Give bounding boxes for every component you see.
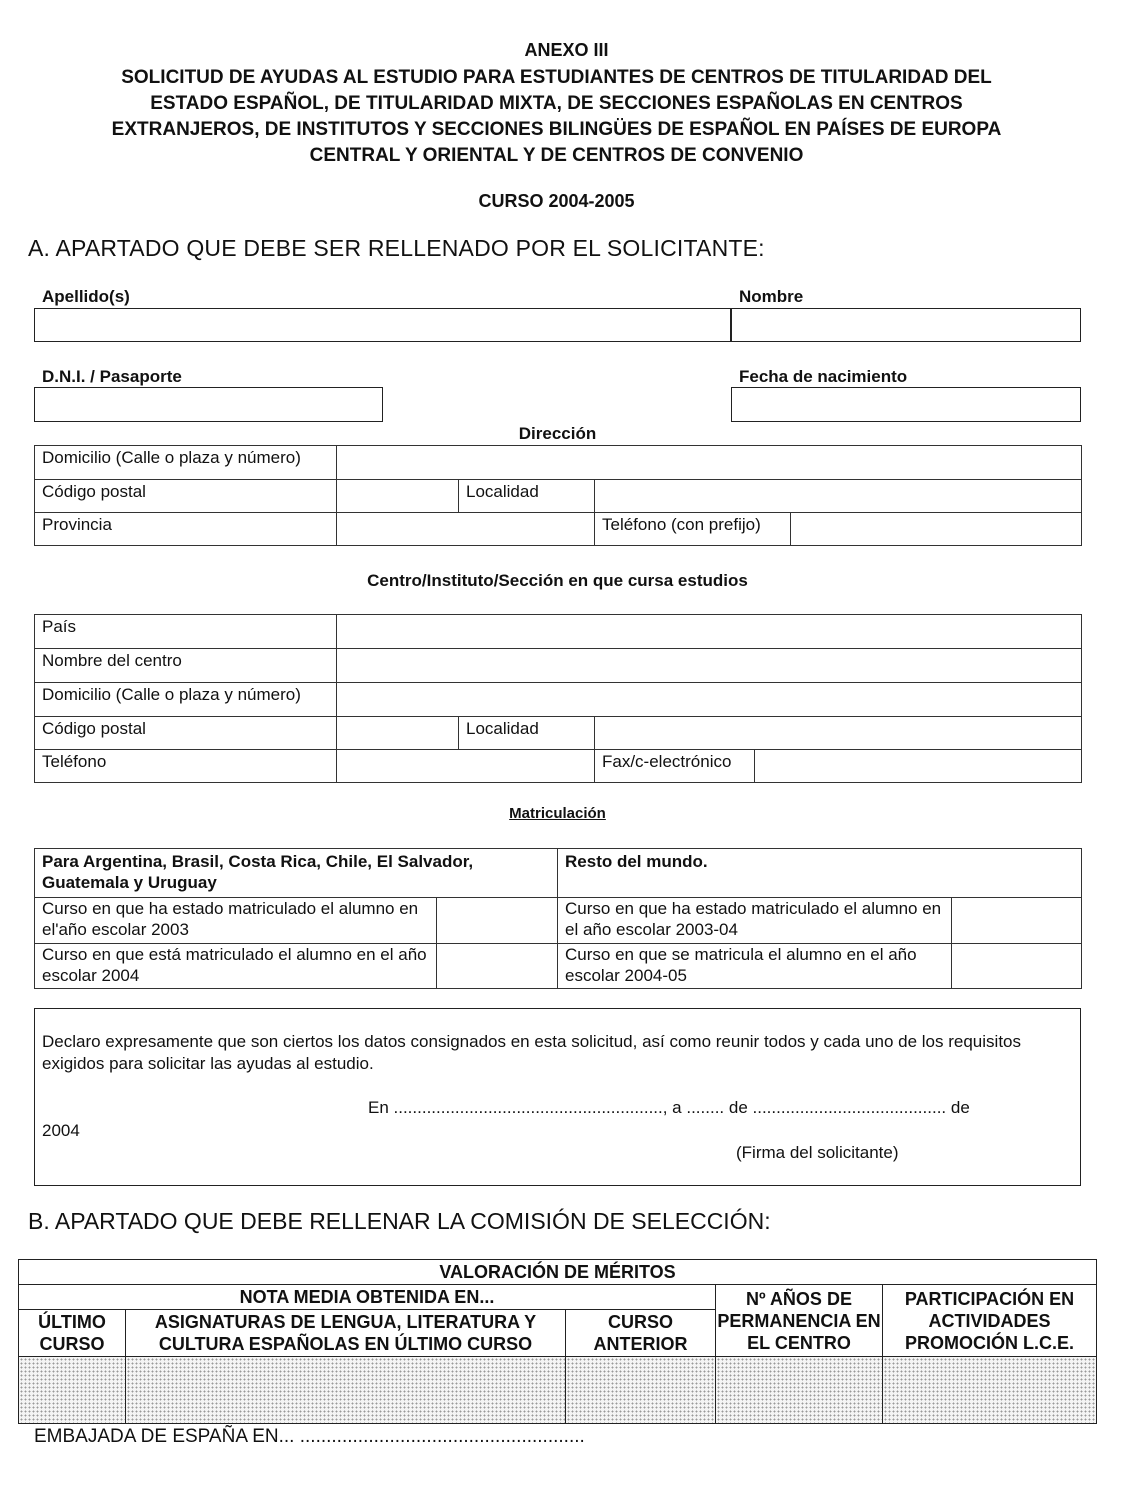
postal-code-label: Código postal xyxy=(35,480,337,513)
merits-table xyxy=(18,1259,1097,1424)
last-course-column-header: ÚLTIMO CURSO xyxy=(19,1310,126,1357)
annex-label: ANEXO III xyxy=(524,40,609,60)
activities-cell[interactable] xyxy=(883,1357,1097,1424)
locality-label: Localidad xyxy=(459,480,595,513)
enrollment-right-row1-label: Curso en que ha estado matriculado el alumno en el año escolar 2003-04 xyxy=(558,898,952,944)
average-grade-group: NOTA MEDIA OBTENIDA EN... xyxy=(19,1285,716,1310)
center-postal-code-label: Código postal xyxy=(35,717,337,750)
enrollment-left-header: Para Argentina, Brasil, Costa Rica, Chile, El Salvador, Guatemala y Uruguay xyxy=(35,849,558,898)
birth-date-field[interactable] xyxy=(731,387,1081,422)
title-line: CENTRAL Y ORIENTAL Y DE CENTROS DE CONVENIO xyxy=(309,145,804,166)
address-title: Dirección xyxy=(518,424,597,443)
province-field[interactable] xyxy=(337,513,595,546)
activities-column-header: PARTICIPACIÓN EN ACTIVIDADES PROMOCIÓN L.C.E. xyxy=(883,1285,1097,1357)
years-cell[interactable] xyxy=(716,1357,883,1424)
enrollment-left-row1-field[interactable] xyxy=(437,898,558,944)
surname-field[interactable] xyxy=(34,308,731,342)
birth-date-label: Fecha de nacimiento xyxy=(739,367,908,386)
declaration-place-date[interactable]: En ........................................................., a ........ de ......................................... de xyxy=(368,1098,970,1117)
name-field[interactable] xyxy=(731,308,1081,342)
enrollment-left-row2-field[interactable] xyxy=(437,944,558,989)
street-label: Domicilio (Calle o plaza y número) xyxy=(35,446,337,480)
center-name-label: Nombre del centro xyxy=(35,649,337,683)
form-title xyxy=(0,65,1113,169)
center-country-label: País xyxy=(35,615,337,649)
subjects-cell[interactable] xyxy=(126,1357,566,1424)
locality-field[interactable] xyxy=(595,480,1082,513)
embassy-line[interactable]: EMBAJADA DE ESPAÑA EN... ...................................................... xyxy=(34,1426,585,1447)
previous-course-cell[interactable] xyxy=(566,1357,716,1424)
phone-label: Teléfono (con prefijo) xyxy=(595,513,791,546)
surname-label: Apellido(s) xyxy=(42,287,130,306)
enrollment-right-row1-field[interactable] xyxy=(952,898,1082,944)
section-b-heading: B. APARTADO QUE DEBE RELLENAR LA COMISIÓN DE SELECCIÓN: xyxy=(28,1208,771,1234)
enrollment-right-row2-field[interactable] xyxy=(952,944,1082,989)
center-phone-label: Teléfono xyxy=(35,750,337,783)
enrollment-table xyxy=(34,848,1082,989)
last-course-cell[interactable] xyxy=(19,1357,126,1424)
center-locality-label: Localidad xyxy=(459,717,595,750)
center-phone-field[interactable] xyxy=(337,750,595,783)
course-label: CURSO 2004-2005 xyxy=(478,191,635,211)
center-name-field[interactable] xyxy=(337,649,1082,683)
enrollment-left-row2-label: Curso en que está matriculado el alumno en el año escolar 2004 xyxy=(35,944,437,989)
name-label: Nombre xyxy=(739,287,804,306)
previous-course-column-header: CURSO ANTERIOR xyxy=(566,1310,716,1357)
enrollment-right-row2-label: Curso en que se matricula el alumno en el año escolar 2004-05 xyxy=(558,944,952,989)
declaration-box xyxy=(34,1008,1081,1186)
title-line: EXTRANJEROS, DE INSTITUTOS Y SECCIONES BILINGÜES DE ESPAÑOL EN PAÍSES DE EUROPA xyxy=(111,119,1002,140)
signature-label: (Firma del solicitante) xyxy=(736,1143,899,1162)
declaration-year: 2004 xyxy=(42,1121,80,1140)
id-field[interactable] xyxy=(34,387,383,422)
years-column-header: Nº AÑOS DE PERMANENCIA EN EL CENTRO xyxy=(716,1285,883,1357)
center-locality-field[interactable] xyxy=(595,717,1082,750)
merits-title: VALORACIÓN DE MÉRITOS xyxy=(19,1260,1097,1285)
center-title: Centro/Instituto/Sección en que cursa estudios xyxy=(367,571,748,590)
title-line: SOLICITUD DE AYUDAS AL ESTUDIO PARA ESTUDIANTES DE CENTROS DE TITULARIDAD DEL xyxy=(121,67,992,88)
phone-field[interactable] xyxy=(791,513,1082,546)
enrollment-left-row1-label: Curso en que ha estado matriculado el alumno en el'año escolar 2003 xyxy=(35,898,437,944)
center-table xyxy=(34,614,1082,783)
center-fax-label: Fax/c-electrónico xyxy=(595,750,755,783)
enrollment-right-header: Resto del mundo. xyxy=(558,849,1082,898)
center-fax-field[interactable] xyxy=(755,750,1082,783)
province-label: Provincia xyxy=(35,513,337,546)
enrollment-title: Matriculación xyxy=(509,805,606,822)
center-postal-code-field[interactable] xyxy=(337,717,459,750)
center-country-field[interactable] xyxy=(337,615,1082,649)
street-field[interactable] xyxy=(337,446,1082,480)
title-line: ESTADO ESPAÑOL, DE TITULARIDAD MIXTA, DE SECCIONES ESPAÑOLAS EN CENTROS xyxy=(150,93,963,114)
postal-code-field[interactable] xyxy=(337,480,459,513)
id-label: D.N.I. / Pasaporte xyxy=(42,367,182,386)
section-a-heading: A. APARTADO QUE DEBE SER RELLENADO POR EL SOLICITANTE: xyxy=(28,235,765,261)
center-street-field[interactable] xyxy=(337,683,1082,717)
subjects-column-header: ASIGNATURAS DE LENGUA, LITERATURA Y CULTURA ESPAÑOLAS EN ÚLTIMO CURSO xyxy=(126,1310,566,1357)
declaration-text: Declaro expresamente que son ciertos los datos consignados en esta solicitud, así como reunir todos y cada uno de los requisitos exigidos para solicitar las ayudas al estudio. xyxy=(42,1032,1021,1073)
center-street-label: Domicilio (Calle o plaza y número) xyxy=(35,683,337,717)
address-table xyxy=(34,445,1082,546)
